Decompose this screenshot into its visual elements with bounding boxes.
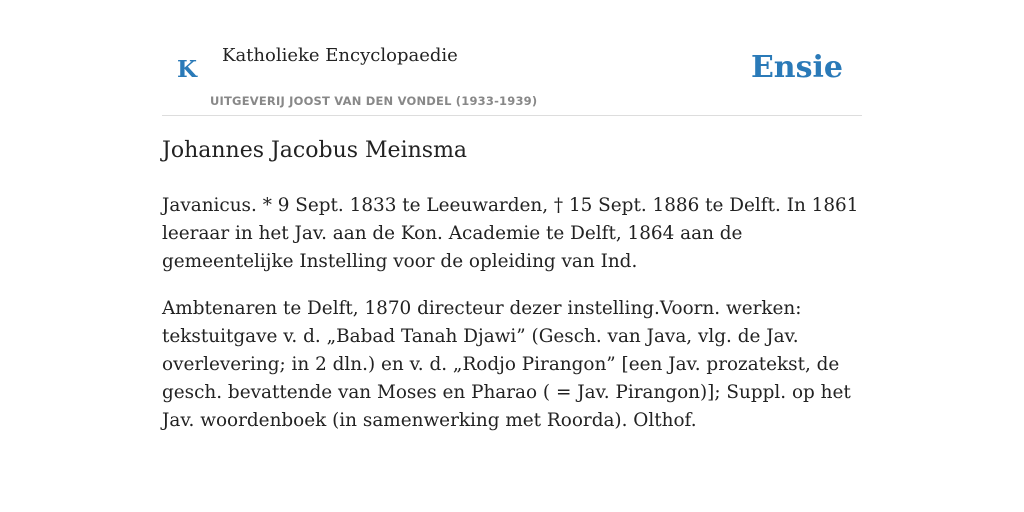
site-logo-link[interactable]: K xyxy=(177,56,197,83)
site-title: Katholieke Encyclopaedie xyxy=(222,45,458,66)
site-header xyxy=(162,0,862,116)
article-paragraph: Ambtenaren te Delft, 1870 directeur dezer instelling.Voorn. werken: tekstuitgave v. d. „Babad Tanah Djawi” (Gesch. van Java, vlg. de Jav. overlevering; in 2 dln.) en v. d. „Rodjo Pirangon” [een Jav. prozatekst, de gesch. bevattende van Moses en Pharao ( = Jav. Pirangon)]; Suppl. op het Jav. woordenboek (in samenwerking met Roorda). Olthof. xyxy=(162,298,851,431)
article-body xyxy=(162,192,862,454)
article-paragraph: Javanicus. * 9 Sept. 1833 te Leeuwarden, † 15 Sept. 1886 te Delft. In 1861 leeraar in het Jav. aan de Kon. Academie te Delft, 1864 aan de gemeentelijke Instelling voor de opleiding van Ind. xyxy=(162,195,859,272)
article-title: Johannes Jacobus Meinsma xyxy=(162,138,468,163)
publisher-subtitle: UITGEVERIJ JOOST VAN DEN VONDEL (1933-1939) xyxy=(210,94,538,108)
brand-link[interactable]: Ensie xyxy=(750,50,843,85)
page-container xyxy=(162,0,862,431)
